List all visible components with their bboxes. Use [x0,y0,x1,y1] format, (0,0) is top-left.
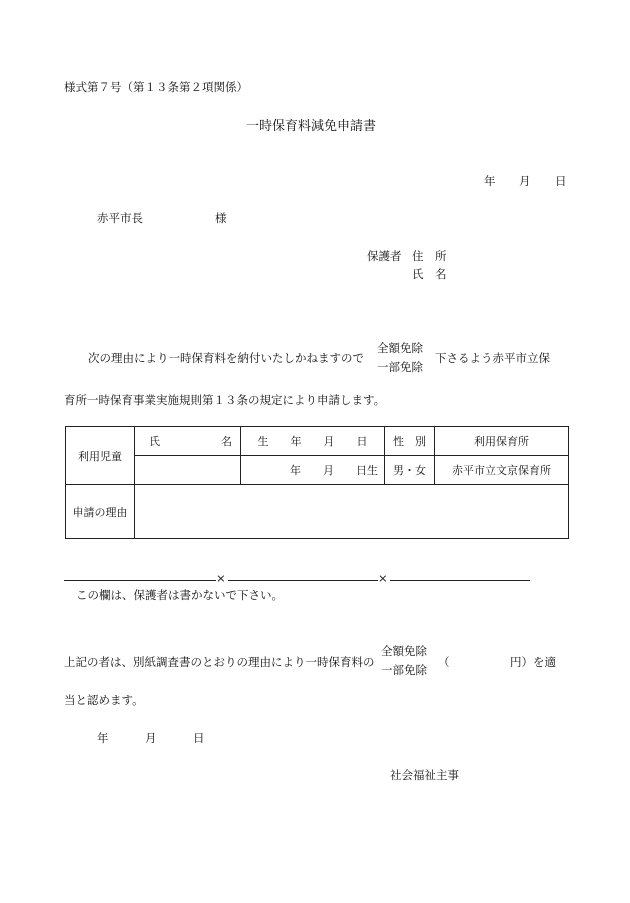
name-header [135,427,241,456]
reason-label: 申請の理由 [66,485,135,539]
date-day: 日 [555,174,567,188]
approval-amount-unit: 円）を適 [510,655,556,669]
name-header-b: 名 [221,435,232,448]
approval-text-line2: 当と認めます。 [64,693,144,707]
approval-exemption-options [381,646,427,676]
facility-header: 利用保育所 [435,427,569,456]
application-table [65,426,569,539]
child-name-cell[interactable] [135,456,241,485]
reason-cell[interactable] [135,485,569,539]
facility-value: 赤平市立文京保育所 [435,456,569,485]
table-reason-row [66,485,569,539]
addressee-name: 赤平市長 [97,211,143,225]
addressee-honorific: 様 [215,211,227,225]
request-exemption-options [377,343,423,373]
approval-date-month: 月 [145,731,157,745]
table-value-row [66,456,569,485]
date-month: 月 [519,174,531,188]
form-number: 様式第７号（第１３条第２項関係） [64,80,248,94]
divider-note: この欄は、保護者は書かないで下さい。 [76,588,283,602]
table-header-row [66,427,569,456]
dob-header: 生 年 月 日 [241,427,385,456]
child-label: 利用児童 [66,427,135,485]
divider-cross-2: × [378,571,388,585]
date-year: 年 [484,174,496,188]
approval-amount-open: （ [438,655,450,669]
request-text-before: 次の理由により一時保育料を納付いたしかねますので [88,351,364,365]
applicant-address-label: 住 所 [412,249,447,263]
divider-line-3 [390,580,530,581]
applicant-name-label: 氏 名 [412,267,447,281]
sex-value[interactable]: 男・女 [385,456,435,485]
dob-value[interactable]: 年 月 日生 [241,456,385,485]
approval-option-full: 全額免除 [381,644,427,658]
approval-date-day: 日 [193,731,205,745]
request-option-full: 全額免除 [377,341,423,355]
divider-line-1 [64,580,216,581]
approval-text-before: 上記の者は、別紙調査書のとおりの理由により一時保育料の [64,655,375,669]
approval-option-partial: 一部免除 [381,662,427,677]
applicant-label: 保護者 [367,249,402,263]
request-text-after: 下さるよう赤平市立保 [435,351,550,365]
divider-line-2 [228,580,378,581]
name-header-a: 氏 [149,435,160,448]
document-title: 一時保育料減免申請書 [246,119,377,134]
signer-title: 社会福祉主事 [390,768,459,782]
divider-cross-1: × [216,571,226,585]
request-text-line2: 育所一時保育事業実施規則第１３条の規定により申請します。 [64,393,386,407]
request-option-partial: 一部免除 [377,359,423,374]
sex-header: 性 別 [385,427,435,456]
approval-date-year: 年 [97,731,109,745]
